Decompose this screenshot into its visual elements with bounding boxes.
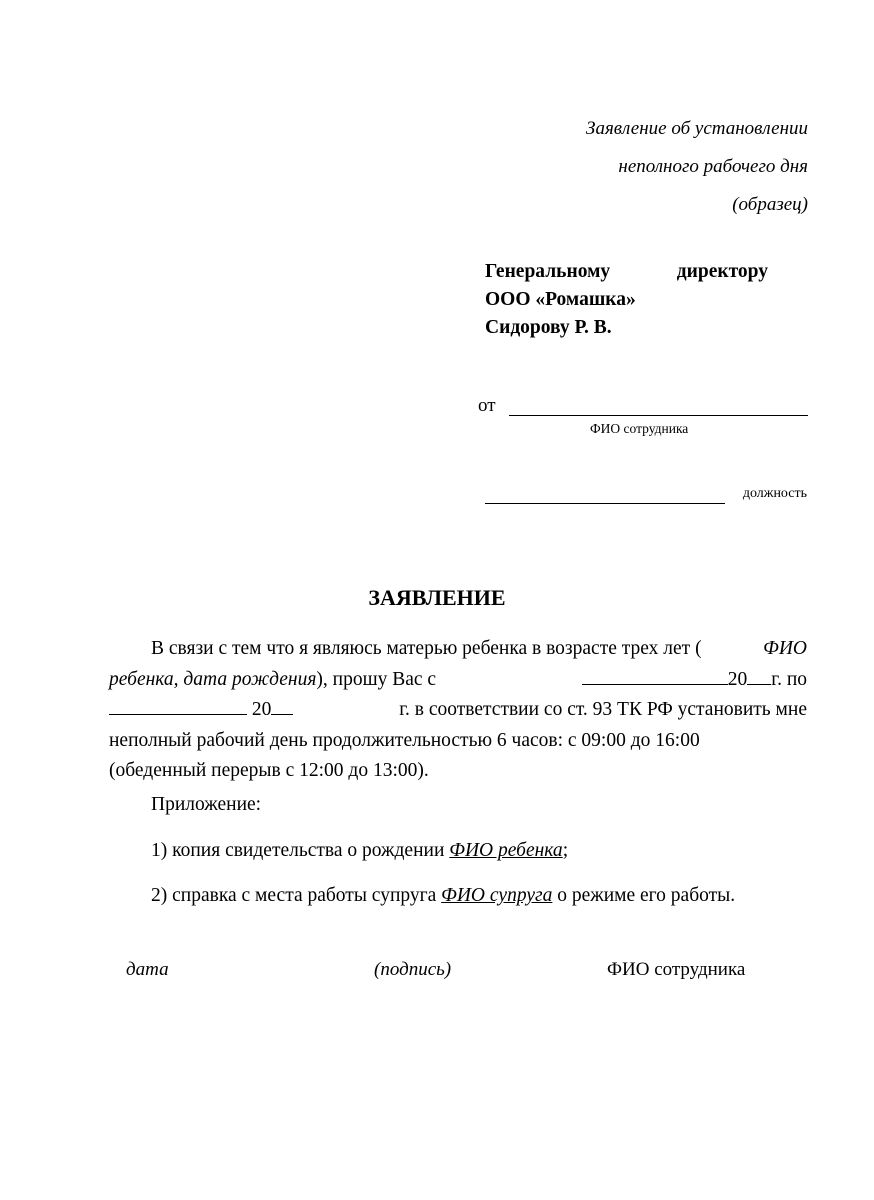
appendix-item-1-end: ; [562,840,569,861]
appendix-item-1 [151,838,568,864]
signature-name: ФИО сотрудника [607,959,746,980]
end-year-prefix: 20 [251,699,272,720]
addressee-word-general: Генеральному [485,261,611,282]
sender-fio-caption: ФИО сотрудника [590,421,689,436]
end-date-group [109,695,293,726]
body-line-4 [109,726,807,757]
start-year-suffix: г. по [771,668,807,690]
sender-fio-row [478,394,808,418]
body-text-hours: неполный рабочий день продолжительностью 6 часов: с 09:00 до 16:00 [109,729,700,751]
addressee-company: ООО «Ромашка» [485,289,636,310]
appendix-item-2-placeholder: ФИО супруга [441,885,553,906]
addressee-word-director: директору [676,261,768,282]
body-child-details-group [109,665,436,696]
body-text-1: В связи с тем что я являюсь матерью ребенка в возрасте трех лет ( [151,638,702,659]
document-title: ЗАЯВЛЕНИЕ [368,585,506,610]
body-text-request: ), прошу Вас с [316,668,437,690]
sender-position-blank[interactable] [485,503,725,504]
document-caption-line1: Заявление об установлении [586,118,808,139]
body-line-5 [109,756,807,787]
body-text-law: г. в соответствии со ст. 93 ТК РФ установить мне [399,699,807,720]
position-label: должность [742,486,807,501]
addressee-name: Сидорову Р. В. [485,317,612,338]
appendix-item-2-end: о режиме его работы. [557,885,736,906]
appendix-item-2 [151,883,735,909]
sender-position-row [485,484,807,506]
document-caption-sample: (образец) [732,194,808,215]
start-date-group [582,665,807,696]
appendix-item-2-text: 2) справка с места работы супруга [151,885,437,906]
from-label: от [478,395,496,416]
body-line-2 [109,665,807,696]
start-date-blank[interactable] [582,666,728,685]
document-caption-line2: неполного рабочего дня [618,156,808,177]
end-year-blank[interactable] [271,696,293,715]
body-text-break: (обеденный перерыв с 12:00 до 13:00). [109,760,429,781]
appendix-item-1-placeholder: ФИО ребенка [449,840,563,861]
signature-date: дата [126,959,169,980]
addressee-position [485,258,768,286]
appendix-heading: Приложение: [151,794,262,815]
signature-sign: (подпись) [374,959,452,980]
body-line-3 [109,695,807,726]
body-child-fio: ФИО [763,638,807,659]
sender-fio-blank[interactable] [509,415,808,416]
body-child-details: ребенка, дата рождения [109,668,317,690]
start-year-prefix: 20 [727,668,748,690]
body-line-1 [109,634,807,665]
end-date-blank[interactable] [109,696,247,715]
statement-body [109,634,807,787]
appendix-item-1-text: 1) копия свидетельства о рождении [151,840,445,861]
start-year-blank[interactable] [747,666,771,685]
